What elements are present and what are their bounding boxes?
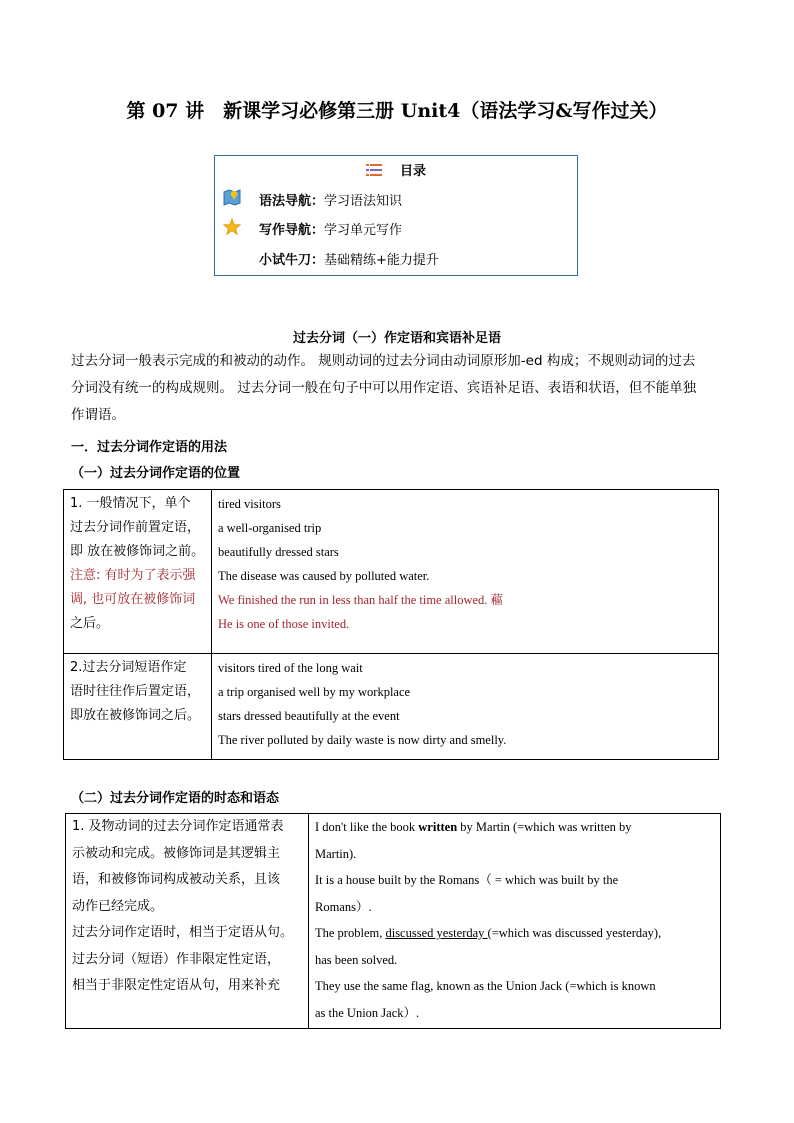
example-cell: tired visitors a well-organised trip beautifully dressed stars The disease was caused by polluted water. We finished the run in less than half the time allowed. 藲 He is one of those invited. (212, 490, 719, 654)
heading-usage: 一．过去分词作定语的用法 (71, 440, 228, 455)
page-title: 第 07 讲 新课学习必修第三册 Unit4（语法学习&写作过关） (126, 100, 668, 122)
example-line: I don't like the book written by Martin (=which was written by (315, 820, 632, 834)
rule-cell: 2.过去分词短语作定 语时往往作后置定语， 即放在被修饰词之后。 (64, 654, 212, 760)
section-title: 过去分词（一）作定语和宾语补足语 (292, 331, 501, 346)
intro-paragraph: 过去分词一般表示完成的和被动的动作。 规则动词的过去分词由动词原形加-ed 构成；不规则动词的过去 分词没有统一的构成规则。 过去分词一般在句子中可以用作定语、宾语补足语、表语和状语，但不能单独 作谓语。 (71, 353, 697, 423)
toc-heading: 目录 (399, 164, 426, 179)
tense-voice-table (65, 813, 721, 1029)
table-row (66, 814, 721, 1029)
example-cell: I don't like the book written by Martin (=which was written by Martin). It is a house built by the Romans（ = which was built by the Romans）. The problem, discussed yesterday (=which was discussed yesterday), has been solved. They use the same flag, known as the Union Jack (=which is known as the Union Jack）. (309, 814, 721, 1029)
table-row (64, 490, 719, 654)
map-icon (223, 188, 241, 210)
table-row (64, 654, 719, 760)
example-line: The problem, discussed yesterday (=which was discussed yesterday), (315, 926, 662, 940)
toc-item-grammar[interactable]: 语法导航：学习语法知识 (259, 194, 403, 209)
list-icon (366, 164, 382, 180)
example-cell: visitors tired of the long wait a trip organised well by my workplace stars dressed beautifully at the event The river polluted by daily waste is now dirty and smelly. (212, 654, 719, 760)
toc-item-writing[interactable]: 写作导航：学习单元写作 (259, 223, 403, 238)
subheading-position: （一）过去分词作定语的位置 (71, 466, 241, 481)
toc-item-practice[interactable]: 小试牛刀：基础精练+能力提升 (259, 253, 439, 268)
rule-cell: 1. 及物动词的过去分词作定语通常表 示被动和完成。被修饰词是其逻辑主 语，和被修饰词构成被动关系，且该 动作已经完成。 过去分词作定语时，相当于定语从句。 过去分词（短语）作非限定性定语， 相当于非限定性定语从句，用来补充 (66, 814, 309, 1029)
subheading-tense-voice: （二）过去分词作定语的时态和语态 (71, 791, 280, 806)
rule-cell: 1. 一般情况下，单个 过去分词作前置定语， 即 放在被修饰词之前。 注意: 有时为了表示强 调, 也可放在被修饰词 之后。 (64, 490, 212, 654)
position-table (63, 489, 719, 760)
table-of-contents (214, 155, 578, 276)
star-icon (223, 218, 241, 240)
